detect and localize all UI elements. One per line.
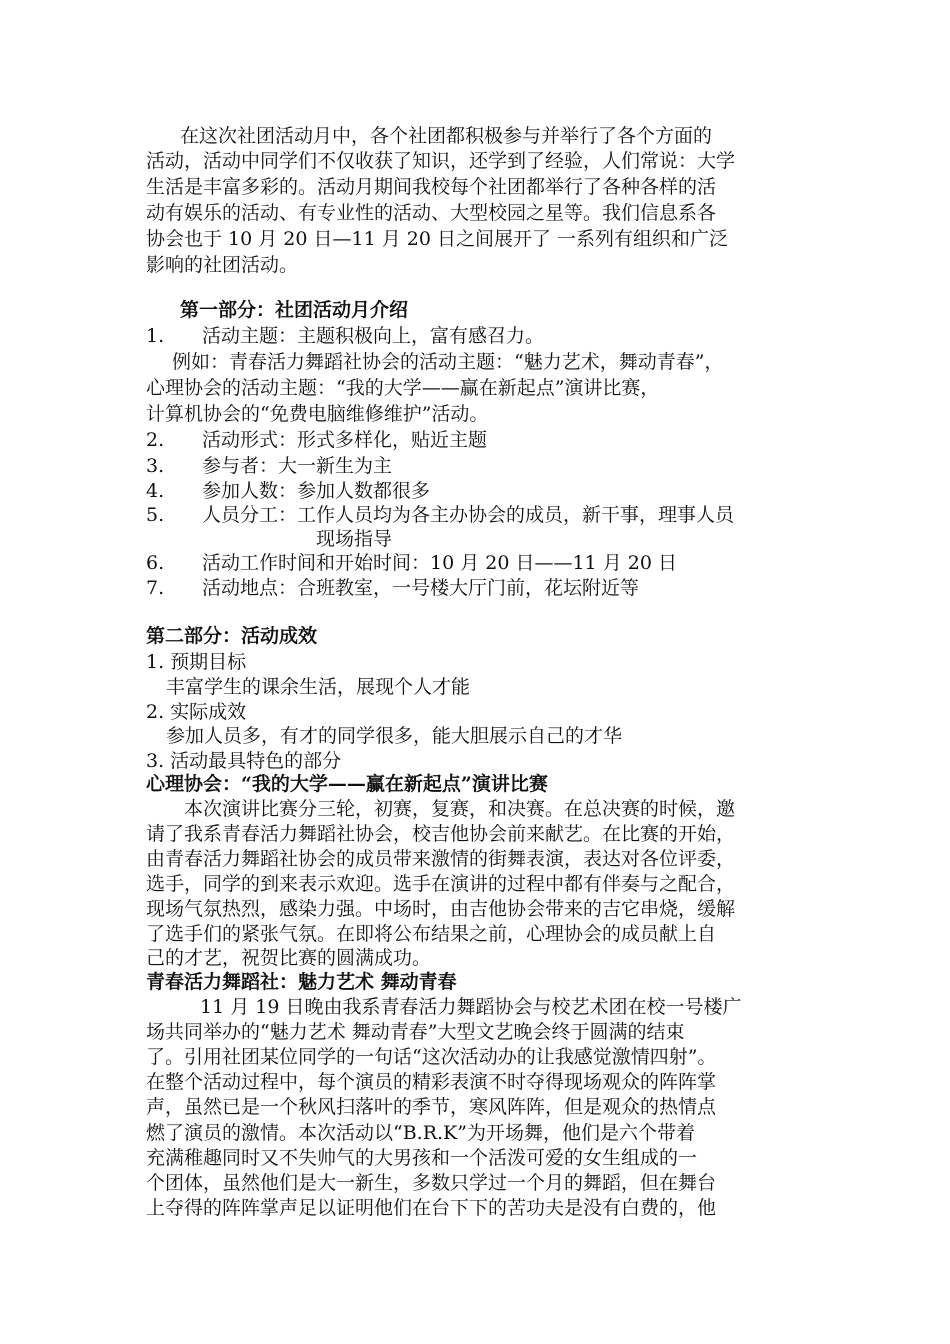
part2-subsection-title: 3. 活动最具特色的部分: [146, 750, 342, 772]
item-number: 5.: [146, 504, 165, 526]
psych-association-heading: 心理协会：“我的大学——赢在新起点”演讲比赛: [146, 773, 548, 795]
item-number: 7.: [146, 577, 165, 599]
intro-line: 生活是丰富多彩的。活动月期间我校每个社团都举行了各种各样的活: [146, 176, 717, 198]
paragraph-line: 现场气氛热烈，感染力强。中场时，由吉他协会带来的吉它串烧，缓解: [146, 898, 736, 920]
part1-item-2: [146, 428, 487, 453]
paragraph-line: 本次演讲比赛分三轮，初赛，复赛，和决赛。在总决赛的时候，邀: [184, 798, 736, 820]
paragraph-line: 上夺得的阵阵掌声足以证明他们在台下下的苦功夫是没有白费的，他: [146, 1197, 717, 1219]
intro-line: 活动，活动中同学们不仅收获了知识，还学到了经验，人们常说：大学: [146, 150, 736, 172]
paragraph-line: 充满稚趣同时又不失帅气的大男孩和一个活泼可爱的女生组成的一: [146, 1147, 698, 1169]
item-text: 活动形式：形式多样化，贴近主题: [202, 429, 488, 451]
part1-item-5-continuation: 现场指导: [316, 528, 393, 550]
item-number: 3.: [146, 455, 165, 477]
part2-subsection-text: 丰富学生的课余生活，展现个人才能: [166, 676, 471, 698]
intro-line: 协会也于 10 月 20 日—11 月 20 日之间展开了 一系列有组织和广泛: [146, 228, 729, 250]
item-text: 人员分工：工作人员均为各主办协会的成员，新干事，理事人员: [202, 504, 735, 526]
paragraph-line: 了。引用社团某位同学的一句话“这次活动办的让我感觉激情四射”。: [146, 1046, 717, 1068]
part1-heading: 第一部分：社团活动月介绍: [180, 299, 409, 321]
paragraph-line: 声，虽然已是一个秋风扫落叶的季节，寒风阵阵，但是观众的热情点: [146, 1096, 717, 1118]
part1-item-6: [146, 551, 677, 576]
item-text: 活动地点：合班教室，一号楼大厅门前，花坛附近等: [202, 577, 640, 599]
item-number: 6.: [146, 552, 165, 574]
paragraph-line: 场共同举办的“魅力艺术 舞动青春”大型文艺晚会终于圆满的结束: [146, 1021, 685, 1043]
paragraph-line: 了选手们的紧张气氛。在即将公布结果之前，心理协会的成员献上自: [146, 923, 717, 945]
paragraph-line: 11 月 19 日晚由我系青春活力舞蹈协会与校艺术团在校一号楼广: [200, 996, 742, 1018]
example-line: 例如：青春活力舞蹈社协会的活动主题：“魅力艺术，舞动青春”，: [172, 351, 724, 373]
paragraph-line: 在整个活动过程中，每个演员的精彩表演不时夺得现场观众的阵阵掌: [146, 1071, 717, 1093]
item-text: 活动主题：主题积极向上，富有感召力。: [202, 325, 545, 347]
part1-item-5: [146, 503, 734, 528]
part2-heading: 第二部分：活动成效: [146, 625, 318, 647]
item-text: 参加人数：参加人数都很多: [202, 480, 431, 502]
item-text: 活动工作时间和开始时间：10 月 20 日——11 月 20 日: [202, 552, 677, 574]
item-number: 4.: [146, 480, 165, 502]
part1-item-4: [146, 479, 430, 504]
example-line: 计算机协会的“免费电脑维修维护”活动。: [146, 403, 489, 425]
part2-subsection-text: 参加人员多，有才的同学很多，能大胆展示自己的才华: [166, 725, 623, 747]
intro-line: 动有娱乐的活动、有专业性的活动、大型校园之星等。我们信息系各: [146, 202, 717, 224]
intro-line: 影响的社团活动。: [146, 254, 299, 276]
part1-item-1: [146, 324, 544, 349]
paragraph-line: 燃了演员的激情。本次活动以“B.R.K”为开场舞，他们是六个带着: [146, 1122, 695, 1144]
item-number: 2.: [146, 429, 165, 451]
part1-item-7: [146, 576, 639, 601]
intro-line: 在这次社团活动月中，各个社团都积极参与并举行了各个方面的: [180, 125, 713, 147]
item-text: 参与者：大一新生为主: [202, 455, 393, 477]
part2-subsection-title: 1. 预期目标: [146, 651, 247, 673]
paragraph-line: 选手，同学的到来表示欢迎。选手在演讲的过程中都有伴奏与之配合，: [146, 873, 736, 895]
paragraph-line: 请了我系青春活力舞蹈社协会，校吉他协会前来献艺。在比赛的开始，: [146, 823, 736, 845]
paragraph-line: 个团体，虽然他们是大一新生，多数只学过一个月的舞蹈，但在舞台: [146, 1172, 717, 1194]
paragraph-line: 由青春活力舞蹈社协会的成员带来激情的街舞表演，表达对各位评委，: [146, 848, 736, 870]
part2-subsection-title: 2. 实际成效: [146, 701, 247, 723]
dance-club-heading: 青春活力舞蹈社：魅力艺术 舞动青春: [146, 971, 457, 993]
example-line: 心理协会的活动主题：“我的大学——赢在新起点”演讲比赛，: [146, 377, 660, 399]
part1-item-3: [146, 454, 392, 479]
item-number: 1.: [146, 325, 165, 347]
paragraph-line: 己的才艺，祝贺比赛的圆满成功。: [146, 947, 432, 969]
